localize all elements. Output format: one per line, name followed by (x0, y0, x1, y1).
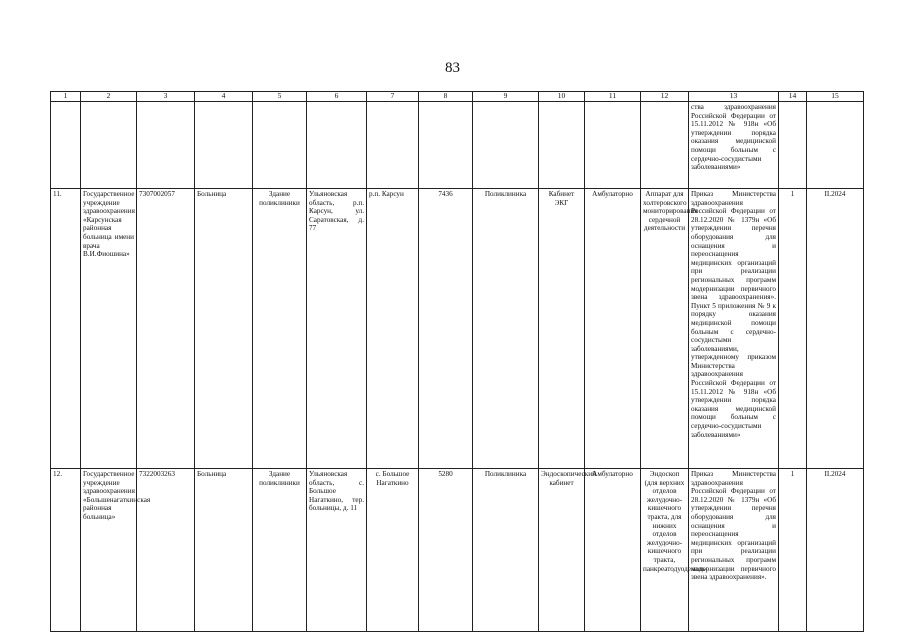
column-number: 10 (539, 92, 585, 102)
cell-basis: Приказ Министерства здравоохранения Российской Федерации от 28.12.2020 № 1379н «Об утверждении перечня оборудования для оснащения и переоснащения медицинских организаций при реализации региональных программ модернизации первичного звена здравоохранения». Пункт 5 приложения № 9 к порядку оказания медицинской помощи больным с сердечно-сосудистыми заболеваниями, утвержденному приказом Министерства здравоохранения Российской Федерации от 15.11.2012 № 918н «Об утверждении порядка оказания медицинской помощи больным с сердечно-сосудистыми заболеваниями» (689, 189, 779, 469)
cell-address: Ульяновская область, р.п. Карсун, ул. Саратовская, д. 77 (307, 189, 367, 469)
cell-cabinet: Кабинет ЭКГ (539, 189, 585, 469)
column-number: 14 (779, 92, 807, 102)
cell-unit (473, 102, 539, 189)
cell-equipment: Эндоскоп (для верхних отделов желудочно-кишечного тракта, для нижних отделов желудочно-кишечного тракта, панкреатодуоденаль- (641, 469, 689, 632)
cell-address (307, 102, 367, 189)
cell-address: Ульяновская область, с. Большое Нагаткино, тер. больницы, д. 11 (307, 469, 367, 632)
cell-locality: р.п. Карсун (367, 189, 419, 469)
cell-basis: Приказ Министерства здравоохранения Российской Федерации от 28.12.2020 № 1379н «Об утверждении перечня оборудования для оснащения и переоснащения медицинских организаций при реализации региональных программ модернизации первичного звена здравоохранения». (689, 469, 779, 632)
cell-inn: 7307002057 (137, 189, 195, 469)
cell-date: II.2024 (807, 189, 864, 469)
cell-quantity (779, 102, 807, 189)
column-number: 13 (689, 92, 779, 102)
cell-quantity: 1 (779, 189, 807, 469)
cell-care-form: Амбулаторно (585, 469, 641, 632)
cell-count (419, 102, 473, 189)
cell-organization: Государственное учреждение здравоохранения «Большенагаткинская районная больница» (81, 469, 137, 632)
table-row (51, 469, 864, 632)
cell-count: 5280 (419, 469, 473, 632)
cell-basis: ства здравоохранения Российской Федерации от 15.11.2012 № 918н «Об утверждении порядка оказания медицинской помощи больным с сердечно-сосудистыми заболеваниями» (689, 102, 779, 189)
cell-type (195, 102, 253, 189)
cell-unit: Поликлиника (473, 189, 539, 469)
cell-index: 12. (51, 469, 81, 632)
column-number-row (51, 92, 864, 102)
table-row (51, 189, 864, 469)
column-number: 11 (585, 92, 641, 102)
column-number: 7 (367, 92, 419, 102)
column-number: 9 (473, 92, 539, 102)
cell-care-form (585, 102, 641, 189)
equipment-table (50, 91, 864, 632)
cell-inn: 7322003263 (137, 469, 195, 632)
cell-building: Здание поликлиники (253, 189, 307, 469)
cell-equipment (641, 102, 689, 189)
cell-count: 7436 (419, 189, 473, 469)
cell-cabinet (539, 102, 585, 189)
cell-quantity: 1 (779, 469, 807, 632)
column-number: 15 (807, 92, 864, 102)
cell-equipment: Аппарат для холтеровского мониторирования сердечной деятельности (641, 189, 689, 469)
column-number: 1 (51, 92, 81, 102)
column-number: 3 (137, 92, 195, 102)
cell-type: Больница (195, 189, 253, 469)
page-number: 83 (445, 60, 460, 76)
cell-organization (81, 102, 137, 189)
cell-building (253, 102, 307, 189)
cell-date: II.2024 (807, 469, 864, 632)
cell-care-form: Амбулаторно (585, 189, 641, 469)
cell-date (807, 102, 864, 189)
cell-inn (137, 102, 195, 189)
column-number: 5 (253, 92, 307, 102)
cell-organization: Государственное учреждение здравоохранения «Карсунская районная больница имени врача В.И.Фиошина» (81, 189, 137, 469)
cell-type: Больница (195, 469, 253, 632)
cell-index (51, 102, 81, 189)
cell-cabinet: Эндоскопический кабинет (539, 469, 585, 632)
column-number: 4 (195, 92, 253, 102)
cell-locality: с. Большое Нагаткино (367, 469, 419, 632)
column-number: 8 (419, 92, 473, 102)
cell-building: Здание поликлиники (253, 469, 307, 632)
column-number: 2 (81, 92, 137, 102)
column-number: 12 (641, 92, 689, 102)
table-row-continuation (51, 102, 864, 189)
cell-index: 11. (51, 189, 81, 469)
cell-unit: Поликлиника (473, 469, 539, 632)
column-number: 6 (307, 92, 367, 102)
cell-locality (367, 102, 419, 189)
